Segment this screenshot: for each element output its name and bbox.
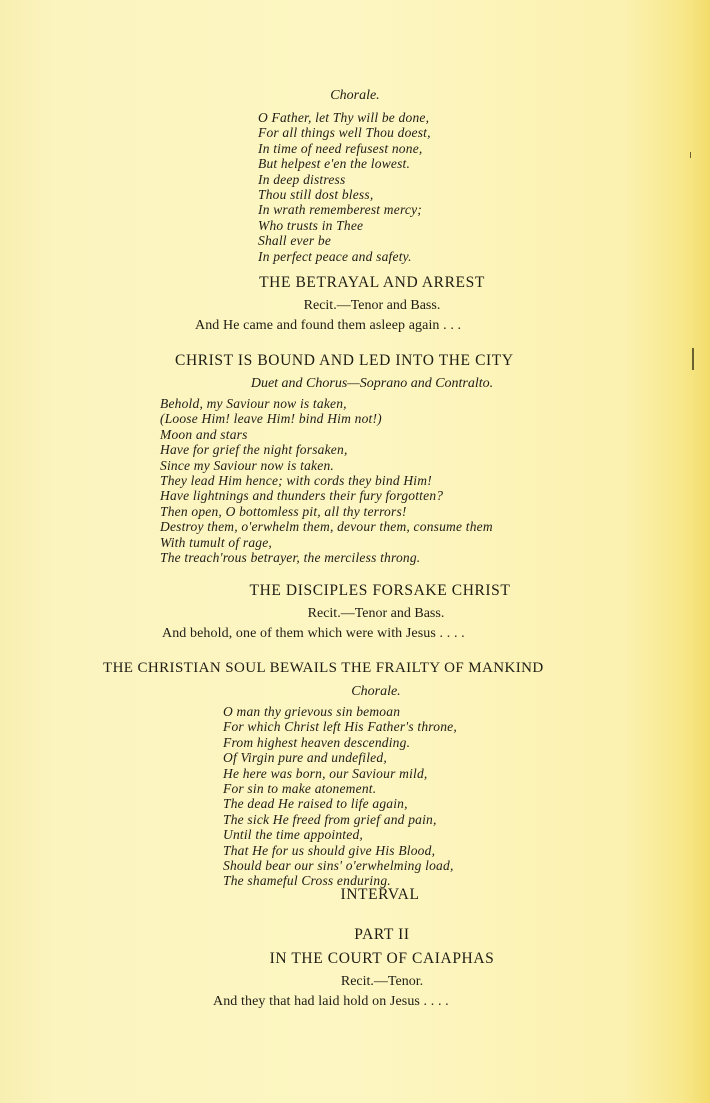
verse-line: The dead He raised to life again,	[223, 796, 408, 812]
verse-line: The shameful Cross enduring.	[223, 873, 391, 889]
verse-line: Should bear our sins' o'erwhelming load,	[223, 858, 454, 874]
margin-mark	[692, 348, 694, 370]
verse-line: Destroy them, o'erwhelm them, devour them, consume them	[160, 519, 493, 535]
verse-line: In wrath rememberest mercy;	[258, 202, 422, 218]
subtitle-duet: Duet and Chorus—Soprano and Contralto.	[250, 376, 494, 391]
bound-verse	[160, 396, 493, 565]
recit-label-court: Recit.—Tenor.	[340, 974, 424, 989]
verse-line: For sin to make atonement.	[223, 781, 377, 797]
verse-line: Have for grief the night forsaken,	[160, 442, 348, 458]
verse-line: The sick He freed from grief and pain,	[223, 811, 437, 827]
verse-line: Shall ever be	[258, 233, 332, 249]
verse-line: (Loose Him! leave Him! bind Him not!)	[160, 411, 382, 427]
verse-line: For which Christ left His Father's throne,	[223, 719, 457, 735]
verse-line: For all things well Thou doest,	[258, 125, 431, 141]
verse-line: They lead Him hence; with cords they bind Him!	[160, 473, 432, 489]
bewails-verse	[223, 704, 457, 889]
verse-line: In perfect peace and safety.	[258, 248, 412, 264]
verse-line: In deep distress	[258, 171, 346, 187]
recit-text-betrayal: And He came and found them asleep again . . .	[195, 318, 462, 333]
margin-mark	[690, 152, 691, 158]
chorale-title: Chorale.	[330, 88, 380, 103]
verse-line: Since my Saviour now is taken.	[160, 457, 334, 473]
section-heading-bound: CHRIST IS BOUND AND LED INTO THE CITY	[175, 352, 514, 369]
verse-line: Have lightnings and thunders their fury forgotten?	[160, 488, 444, 504]
recit-text-forsake: And behold, one of them which were with Jesus . . . .	[162, 626, 465, 641]
verse-line: Thou still dost bless,	[258, 187, 374, 203]
verse-line: O Father, let Thy will be done,	[258, 110, 430, 125]
verse-line: From highest heaven descending.	[223, 734, 411, 750]
recit-label-betrayal: Recit.—Tenor and Bass.	[303, 298, 441, 313]
court-heading: IN THE COURT OF CAIAPHAS	[269, 950, 495, 967]
section-heading-bewails: THE CHRISTIAN SOUL BEWAILS THE FRAILTY OF MANKIND	[103, 660, 544, 676]
verse-line: Until the time appointed,	[223, 827, 363, 843]
verse-line: He here was born, our Saviour mild,	[223, 765, 428, 781]
recit-label-forsake: Recit.—Tenor and Bass.	[307, 606, 445, 621]
verse-line: Of Virgin pure and undefiled,	[223, 750, 387, 766]
verse-line: Who trusts in Thee	[258, 217, 364, 233]
verse-line: With tumult of rage,	[160, 534, 272, 550]
verse-line: In time of need refusest none,	[258, 140, 423, 156]
verse-line: Behold, my Saviour now is taken,	[160, 396, 347, 411]
section-heading-betrayal: THE BETRAYAL AND ARREST	[259, 274, 485, 291]
chorale1-verse	[258, 110, 431, 264]
verse-line: Then open, O bottomless pit, all thy terrors!	[160, 503, 407, 519]
subtitle-chorale: Chorale.	[351, 684, 401, 699]
verse-line: Moon and stars	[160, 426, 248, 442]
interval-heading: INTERVAL	[340, 886, 420, 903]
verse-line: But helpest e'en the lowest.	[258, 156, 411, 172]
verse-line: The treach'rous betrayer, the merciless throng.	[160, 550, 421, 566]
recit-text-court: And they that had laid hold on Jesus . . . .	[213, 994, 449, 1009]
part-heading: PART II	[354, 926, 410, 943]
verse-line: O man thy grievous sin bemoan	[223, 704, 401, 719]
verse-line: That He for us should give His Blood,	[223, 842, 436, 858]
section-heading-forsake: THE DISCIPLES FORSAKE CHRIST	[249, 582, 511, 599]
